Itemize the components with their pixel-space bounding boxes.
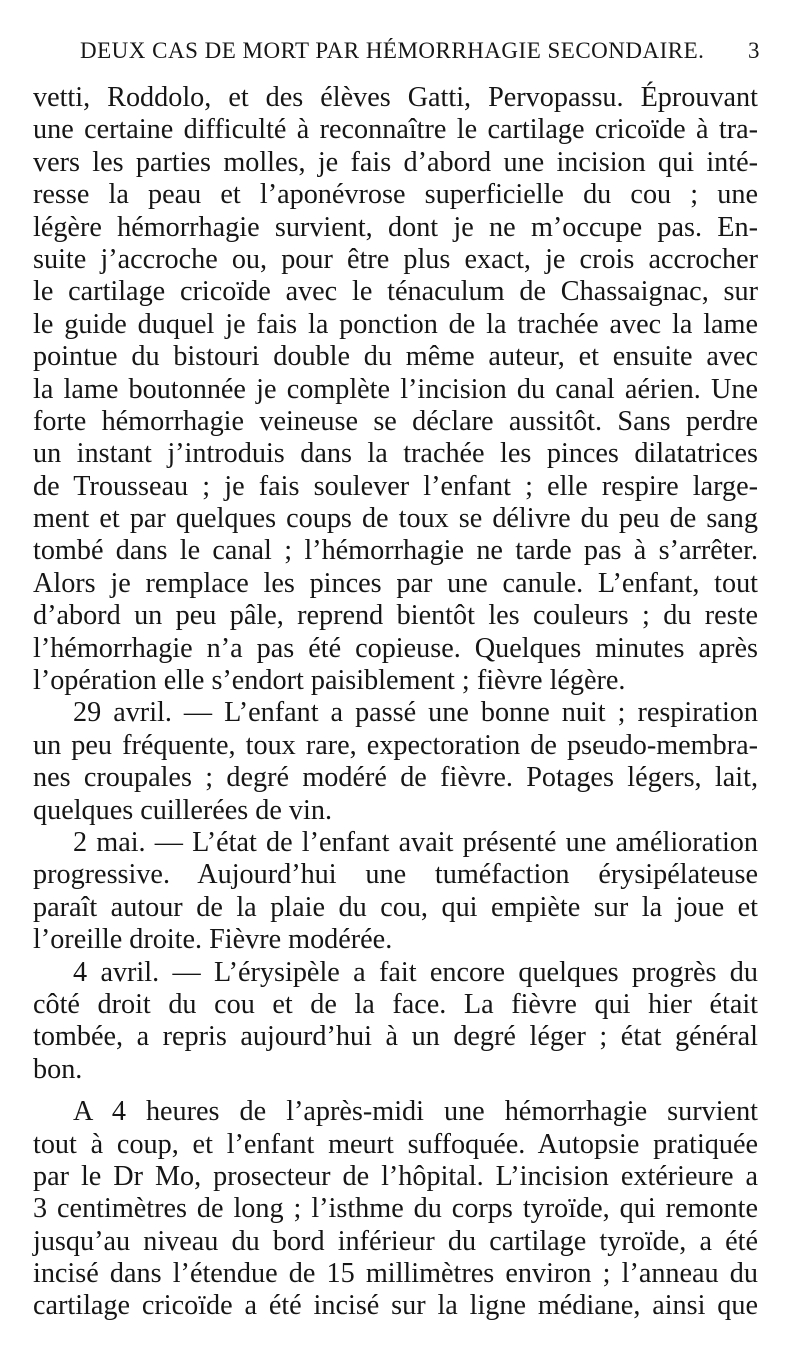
text-line: forte hémorrhagie veineuse se déclare aussitôt. Sans perdre: [33, 405, 758, 437]
text-line: un instant j’introduis dans la trachée les pinces dilatatrices: [33, 438, 758, 470]
text-line: l’opération elle s’endort paisiblement ; fièvre légère.: [33, 665, 626, 697]
text-line: côté droit du cou et de la face. La fièvre qui hier était: [33, 988, 758, 1020]
text-line: suite j’accroche ou, pour être plus exact, je crois accrocher: [33, 243, 758, 275]
text-line: de Trousseau ; je fais soulever l’enfant ; elle respire large-: [33, 470, 758, 502]
text-line: tombé dans le canal ; l’hémorrhagie ne tarde pas à s’arrêter.: [33, 535, 758, 567]
page-number: 3: [748, 38, 760, 63]
text-line: progressive. Aujourd’hui une tuméfaction érysipélateuse: [33, 859, 758, 891]
text-line: d’abord un peu pâle, reprend bientôt les couleurs ; du reste: [33, 600, 758, 632]
text-line: pointue du bistouri double du même auteur, et ensuite avec: [33, 341, 758, 373]
text-line: la lame boutonnée je complète l’incision du canal aérien. Une: [33, 373, 758, 405]
text-line: un peu fréquente, toux rare, expectoration de pseudo-membra-: [33, 729, 758, 761]
text-line: incisé dans l’étendue de 15 millimètres environ ; l’anneau du: [33, 1258, 758, 1290]
text-line: tout à coup, et l’enfant meurt suffoquée. Autopsie pratiquée: [33, 1128, 758, 1160]
text-line: bon.: [33, 1053, 83, 1085]
text-line: 29 avril. — L’enfant a passé une bonne nuit ; respiration: [73, 697, 758, 729]
text-line: paraît autour de la plaie du cou, qui empiète sur la joue et: [33, 891, 758, 923]
text-line: légère hémorrhagie survient, dont je ne m’occupe pas. En-: [33, 211, 758, 243]
text-line: l’oreille droite. Fièvre modérée.: [33, 924, 393, 956]
text-line: 4 avril. — L’érysipèle a fait encore quelques progrès du: [73, 956, 758, 988]
text-line: une certaine difficulté à reconnaître le cartilage cricoïde à tra-: [33, 114, 758, 146]
text-line: quelques cuillerées de vin.: [33, 794, 332, 826]
text-line: 3 centimètres de long ; l’isthme du corps tyroïde, qui remonte: [33, 1193, 758, 1225]
text-line: ment et par quelques coups de toux se délivre du peu de sang: [33, 503, 758, 535]
text-line: jusqu’au niveau du bord inférieur du cartilage tyroïde, a été: [33, 1225, 758, 1257]
text-line: nes croupales ; degré modéré de fièvre. Potages légers, lait,: [33, 762, 758, 794]
text-line: le cartilage cricoïde avec le ténaculum de Chassaignac, sur: [33, 276, 758, 308]
body-text: [33, 82, 758, 1323]
text-line: Alors je remplace les pinces par une canule. L’enfant, tout: [33, 567, 758, 599]
text-line: vers les parties molles, je fais d’abord une incision qui inté-: [33, 146, 758, 178]
text-line: vetti, Roddolo, et des élèves Gatti, Pervopassu. Éprouvant: [33, 82, 758, 113]
running-header: [80, 38, 760, 64]
text-line: par le Dr Mo, prosecteur de l’hôpital. L’incision extérieure a: [33, 1160, 758, 1192]
text-line: 2 mai. — L’état de l’enfant avait présenté une amélioration: [73, 826, 758, 858]
text-line: le guide duquel je fais la ponction de la trachée avec la lame: [33, 308, 758, 340]
text-line: l’hémorrhagie n’a pas été copieuse. Quelques minutes après: [33, 632, 758, 664]
text-line: cartilage cricoïde a été incisé sur la ligne médiane, ainsi que: [33, 1290, 758, 1322]
text-line: tombée, a repris aujourd’hui à un degré léger ; état général: [33, 1021, 758, 1053]
text-line: A 4 heures de l’après-midi une hémorrhagie survient: [73, 1096, 758, 1128]
text-line: resse la peau et l’aponévrose superficielle du cou ; une: [33, 179, 758, 211]
running-title: DEUX CAS DE MORT PAR HÉMORRHAGIE SECONDAIRE.: [80, 38, 705, 63]
